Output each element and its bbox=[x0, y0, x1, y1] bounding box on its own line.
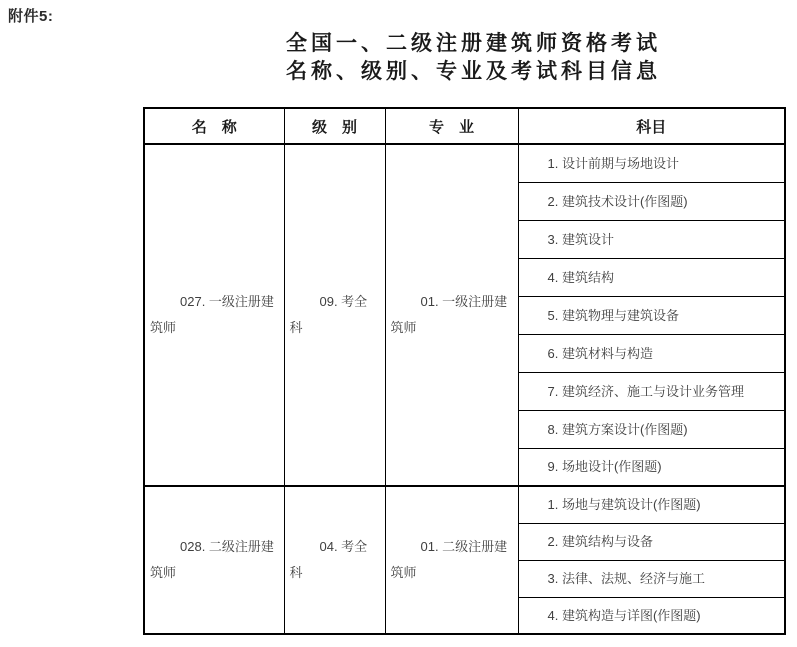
subject-cell: 1. 设计前期与场地设计 bbox=[518, 144, 785, 182]
subject-cell: 7. 建筑经济、施工与设计业务管理 bbox=[518, 372, 785, 410]
level-cell-group1: 09. 考全科 bbox=[284, 144, 385, 486]
subject-cell: 2. 建筑结构与设备 bbox=[518, 523, 785, 560]
table-header-row bbox=[144, 108, 785, 144]
subject-cell: 5. 建筑物理与建筑设备 bbox=[518, 296, 785, 334]
exam-subjects-table bbox=[143, 107, 786, 635]
column-header-subject: 科目 bbox=[518, 108, 785, 144]
title-line-2: 名称、级别、专业及考试科目信息 bbox=[286, 60, 661, 83]
table-row bbox=[144, 144, 785, 182]
attachment-label: 附件5: bbox=[8, 8, 54, 25]
column-header-major: 专 业 bbox=[385, 108, 518, 144]
level-cell-group2: 04. 考全科 bbox=[284, 486, 385, 634]
document-title bbox=[150, 30, 797, 86]
major-cell-group2: 01. 二级注册建筑师 bbox=[385, 486, 518, 634]
column-header-level: 级 别 bbox=[284, 108, 385, 144]
table-row bbox=[144, 486, 785, 523]
subject-cell: 2. 建筑技术设计(作图题) bbox=[518, 182, 785, 220]
name-cell-group1: 027. 一级注册建筑师 bbox=[144, 144, 284, 486]
subject-cell: 1. 场地与建筑设计(作图题) bbox=[518, 486, 785, 523]
subject-cell: 6. 建筑材料与构造 bbox=[518, 334, 785, 372]
subject-cell: 3. 建筑设计 bbox=[518, 220, 785, 258]
subject-cell: 8. 建筑方案设计(作图题) bbox=[518, 410, 785, 448]
column-header-name: 名 称 bbox=[144, 108, 284, 144]
subject-cell: 9. 场地设计(作图题) bbox=[518, 448, 785, 486]
subject-cell: 4. 建筑结构 bbox=[518, 258, 785, 296]
subject-cell: 4. 建筑构造与详图(作图题) bbox=[518, 597, 785, 634]
title-line-1: 全国一、二级注册建筑师资格考试 bbox=[286, 32, 661, 55]
major-cell-group1: 01. 一级注册建筑师 bbox=[385, 144, 518, 486]
name-cell-group2: 028. 二级注册建筑师 bbox=[144, 486, 284, 634]
subject-cell: 3. 法律、法规、经济与施工 bbox=[518, 560, 785, 597]
